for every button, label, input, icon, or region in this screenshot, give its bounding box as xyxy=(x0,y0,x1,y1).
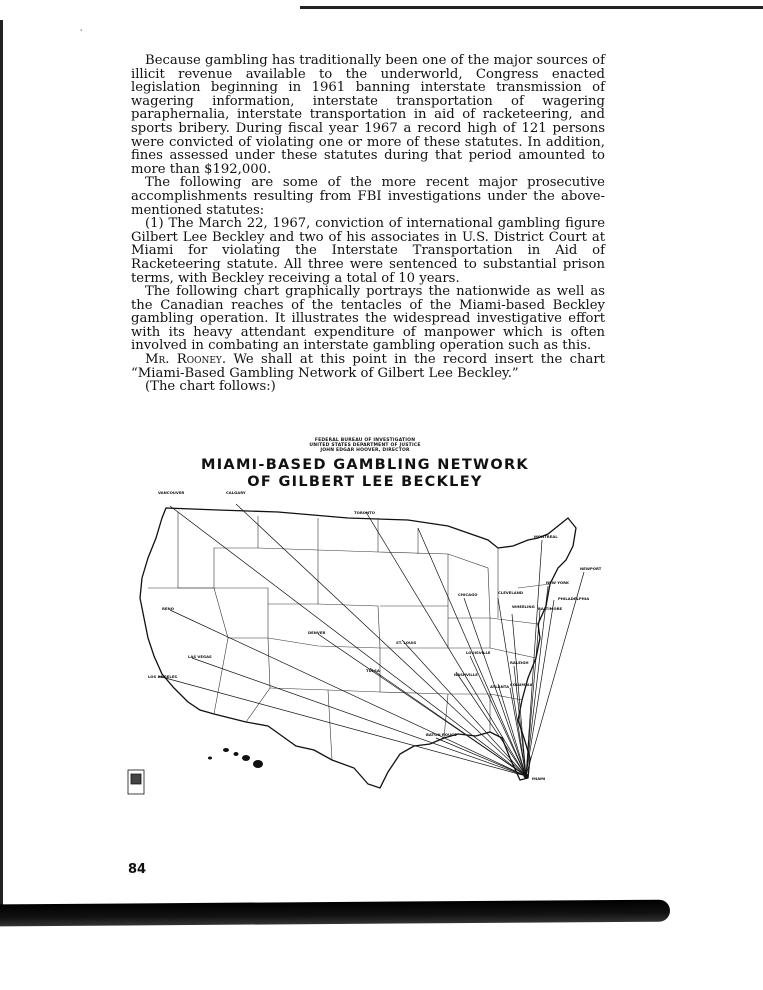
chart-title-line-1: MIAMI-BASED GAMBLING NETWORK xyxy=(201,457,529,473)
paragraph-chart-description: The following chart graphically portrays the nationwide as well as the Canadian reaches of the tentacles of the Miami-based Beckley gambling operation. It illustrates the widespread investigative effort with its heavy attendant expenditure of manpower which is often involved in combating an interstate gambling operation such as this. xyxy=(131,284,605,354)
paragraph-beckley-conviction: (1) The March 22, 1967, conviction of international gambling figure Gilbert Lee Beckley and two of his associates in U.S. District Court at Miami for violating the Interstate Transportation in Aid of Racketeering statute. All three were sentenced to substantial prison terms, with Beckley receiving a total of 10 years. xyxy=(131,216,605,286)
agency-line-3: JOHN EDGAR HOOVER, DIRECTOR xyxy=(320,448,410,453)
page-left-edge xyxy=(0,20,3,910)
city-label-new-york: NEW YORK xyxy=(546,580,569,585)
chart-title-line-2: OF GILBERT LEE BECKLEY xyxy=(247,474,483,490)
city-label-cleveland: CLEVELAND xyxy=(498,590,524,595)
city-label-montreal: MONTREAL xyxy=(534,534,558,539)
page-top-rule xyxy=(300,0,763,12)
city-label-atlanta: ATLANTA xyxy=(490,684,510,689)
city-label-vancouver: VANCOUVER xyxy=(158,490,185,495)
state-lines xyxy=(148,512,550,760)
city-label-reno: RENO xyxy=(162,606,174,611)
city-label-louisville: LOUISVILLE xyxy=(466,650,491,655)
body-text xyxy=(131,54,605,394)
city-label-calgary: CALGARY xyxy=(226,490,246,495)
hawaii-islands xyxy=(208,748,263,768)
speaker-text: We shall at this point in the record insert the chart “Miami-Based Gambling Network of Gilbert Lee Beckley.” xyxy=(131,352,605,381)
city-label-denver: DENVER xyxy=(308,630,326,635)
city-labels xyxy=(148,490,602,781)
us-outline xyxy=(140,508,576,788)
city-label-tulsa: TULSA xyxy=(366,668,380,673)
network-map xyxy=(118,488,618,803)
speaker-statement xyxy=(131,353,605,380)
city-label-toronto: TORONTO xyxy=(354,510,375,515)
city-label-miami: MIAMI xyxy=(532,776,546,781)
city-label-wheeling: WHEELING xyxy=(512,604,535,609)
city-label-newport: NEWPORT xyxy=(580,566,602,571)
page-number: 84 xyxy=(128,862,147,877)
page-bottom-rule xyxy=(0,900,670,927)
city-label-baltimore: BALTIMORE xyxy=(538,606,563,611)
scan-mark: ' xyxy=(80,28,83,37)
agency-line-1: FEDERAL BUREAU OF INVESTIGATION xyxy=(314,438,416,443)
city-label-nashville: NASHVILLE xyxy=(454,672,478,677)
fbi-seal xyxy=(128,770,144,794)
network-lines xyxy=(158,504,584,776)
city-label-raleigh: RALEIGH xyxy=(510,660,529,665)
city-label-los-angeles: LOS ANGELES xyxy=(148,674,178,679)
city-label-chicago: CHICAGO xyxy=(458,592,478,597)
paragraph-prosecutive-accomplishments: The following are some of the more recent major prosecutive accomplishments resulting from FBI investigations under the above-mentioned statutes: xyxy=(131,175,605,218)
speaker-name: Mr. Rooney. xyxy=(145,352,227,368)
miami-hub-marker xyxy=(524,774,529,779)
city-label-columbia: COLUMBIA xyxy=(510,682,533,687)
chart-header xyxy=(130,438,600,491)
chart-note: (The chart follows:) xyxy=(145,379,276,395)
agency-line-2: UNITED STATES DEPARTMENT OF JUSTICE xyxy=(309,443,421,448)
paragraph-gambling-revenue: Because gambling has traditionally been one of the major sources of illicit revenue available to the underworld, Congress enacted legislation beginning in 1961 banning interstate transmission of wagering information, interstate transportation of wagering paraphernalia, interstate transportation in aid of racketeering, and sports bribery. During fiscal year 1967 a record high of 121 persons were convicted of violating one or more of these statutes. In addition, fines assessed under these statutes during that period amounted to more than $192,000. xyxy=(131,53,605,177)
city-label-st-louis: ST. LOUIS xyxy=(396,640,417,645)
city-label-baton-rouge: BATON ROUGE xyxy=(426,732,457,737)
city-label-philadelphia: PHILADELPHIA xyxy=(558,596,590,601)
city-label-las-vegas: LAS VEGAS xyxy=(188,654,212,659)
